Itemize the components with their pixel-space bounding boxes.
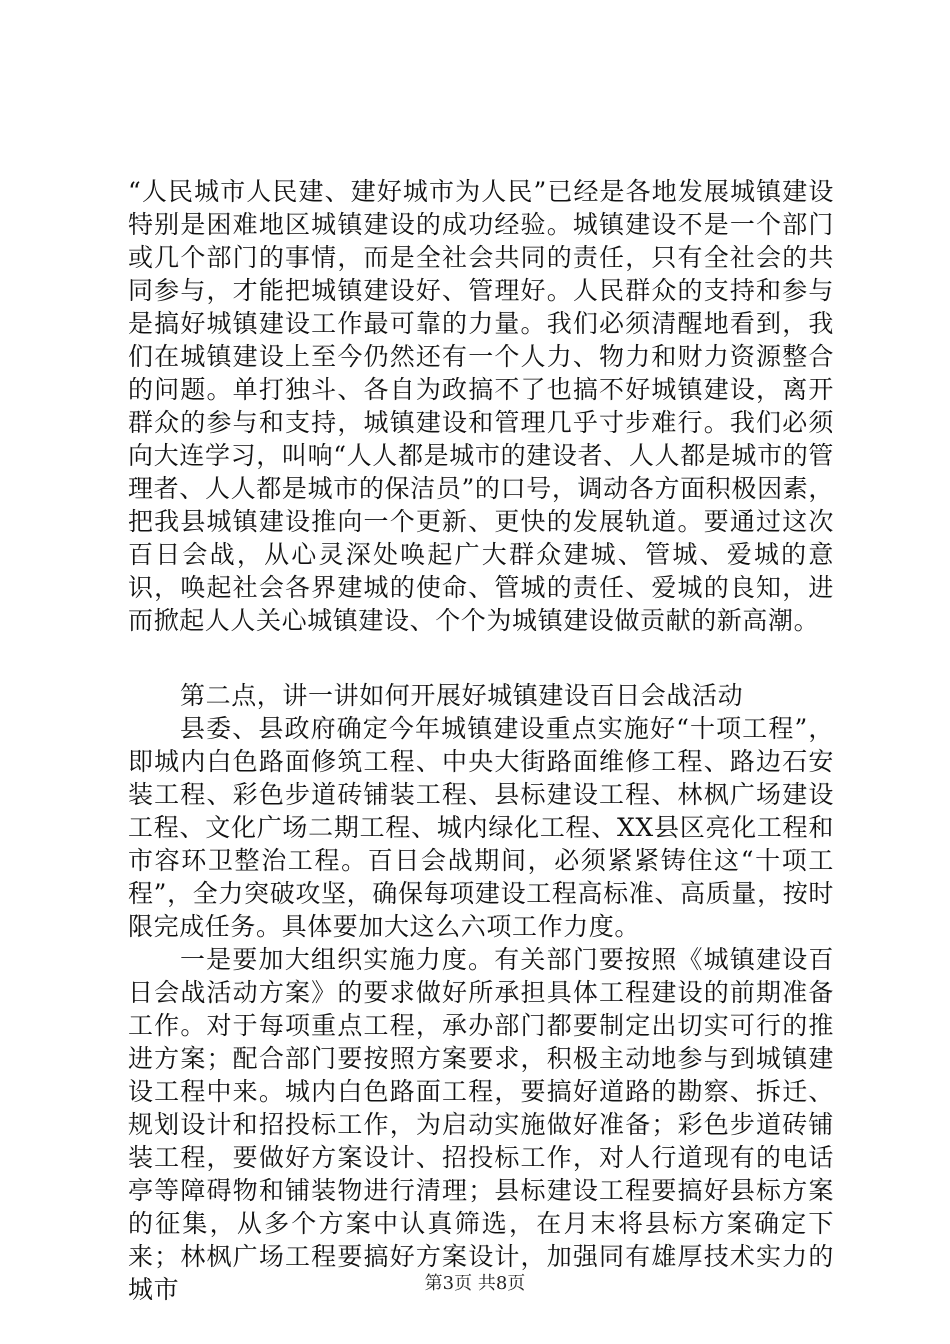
section-heading-second-point: 第二点，讲一讲如何开展好城镇建设百日会战活动 — [180, 681, 744, 710]
paragraph-gap — [128, 637, 834, 679]
paragraph-community-participation: “人民城市人民建、建好城市为人民”已经是各地发展城镇建设特别是困难地区城镇建设的成功经验。城镇建设不是一个部门或几个部门的事情，而是全社会共同的责任，只有全社会的共同参与，才能把城镇建设好、管理好。人民群众的支持和参与是搞好城镇建设工作最可靠的力量。我们必须清醒地看到，我们在城镇建设上至今仍然还有一个人力、物力和财力资源整合的问题。单打独斗、各自为政搞不了也搞不好城镇建设，离开群众的参与和支持，城镇建设和管理几乎寸步难行。我们必须向大连学习，叫响“人人都是城市的建设者、人人都是城市的管理者、人人都是城市的保洁员”的口号，调动各方面积极因素，把我县城镇建设推向一个更新、更快的发展轨道。要通过这次百日会战，从心灵深处唤起广大群众建城、管城、爱城的意识，唤起社会各界建城的使命、管城的责任、爱城的良知，进而掀起人人关心城镇建设、个个为城镇建设做贡献的新高潮。 — [128, 177, 834, 635]
document-body — [128, 175, 834, 1306]
paragraph-organization-implementation: 一是要加大组织实施力度。有关部门要按照《城镇建设百日会战活动方案》的要求做好所承担具体工程建设的前期准备工作。对于每项重点工程，承办部门都要制定出切实可行的推进方案；配合部门要按照方案要求，积极主动地参与到城镇建设工程中来。城内白色路面工程，要搞好道路的勘察、拆迁、规划设计和招投标工作，为启动实施做好准备；彩色步道砖铺装工程，要做好方案设计、招投标工作，对人行道现有的电话亭等障碍物和铺装物进行清理；县标建设工程要搞好县标方案的征集，从多个方案中认真筛选，在月末将县标方案确定下来；林枫广场工程要搞好方案设计，加强同有雄厚技术实力的城市 — [128, 945, 834, 1304]
paragraph-ten-projects: 县委、县政府确定今年城镇建设重点实施好“十项工程”，即城内白色路面修筑工程、中央大街路面维修工程、路边石安装工程、彩色步道砖铺装工程、县标建设工程、林枫广场建设工程、文化广场二期工程、城内绿化工程、XX县区亮化工程和市容环卫整治工程。百日会战期间，必须紧紧铸住这“十项工程”，全力突破攻坚，确保每项建设工程高标准、高质量，按时限完成任务。具体要加大这么六项工作力度。 — [128, 714, 834, 941]
page-footer — [0, 1272, 950, 1296]
page-total: 共8页 — [477, 1273, 526, 1294]
page-number: 第3页 — [424, 1273, 473, 1294]
